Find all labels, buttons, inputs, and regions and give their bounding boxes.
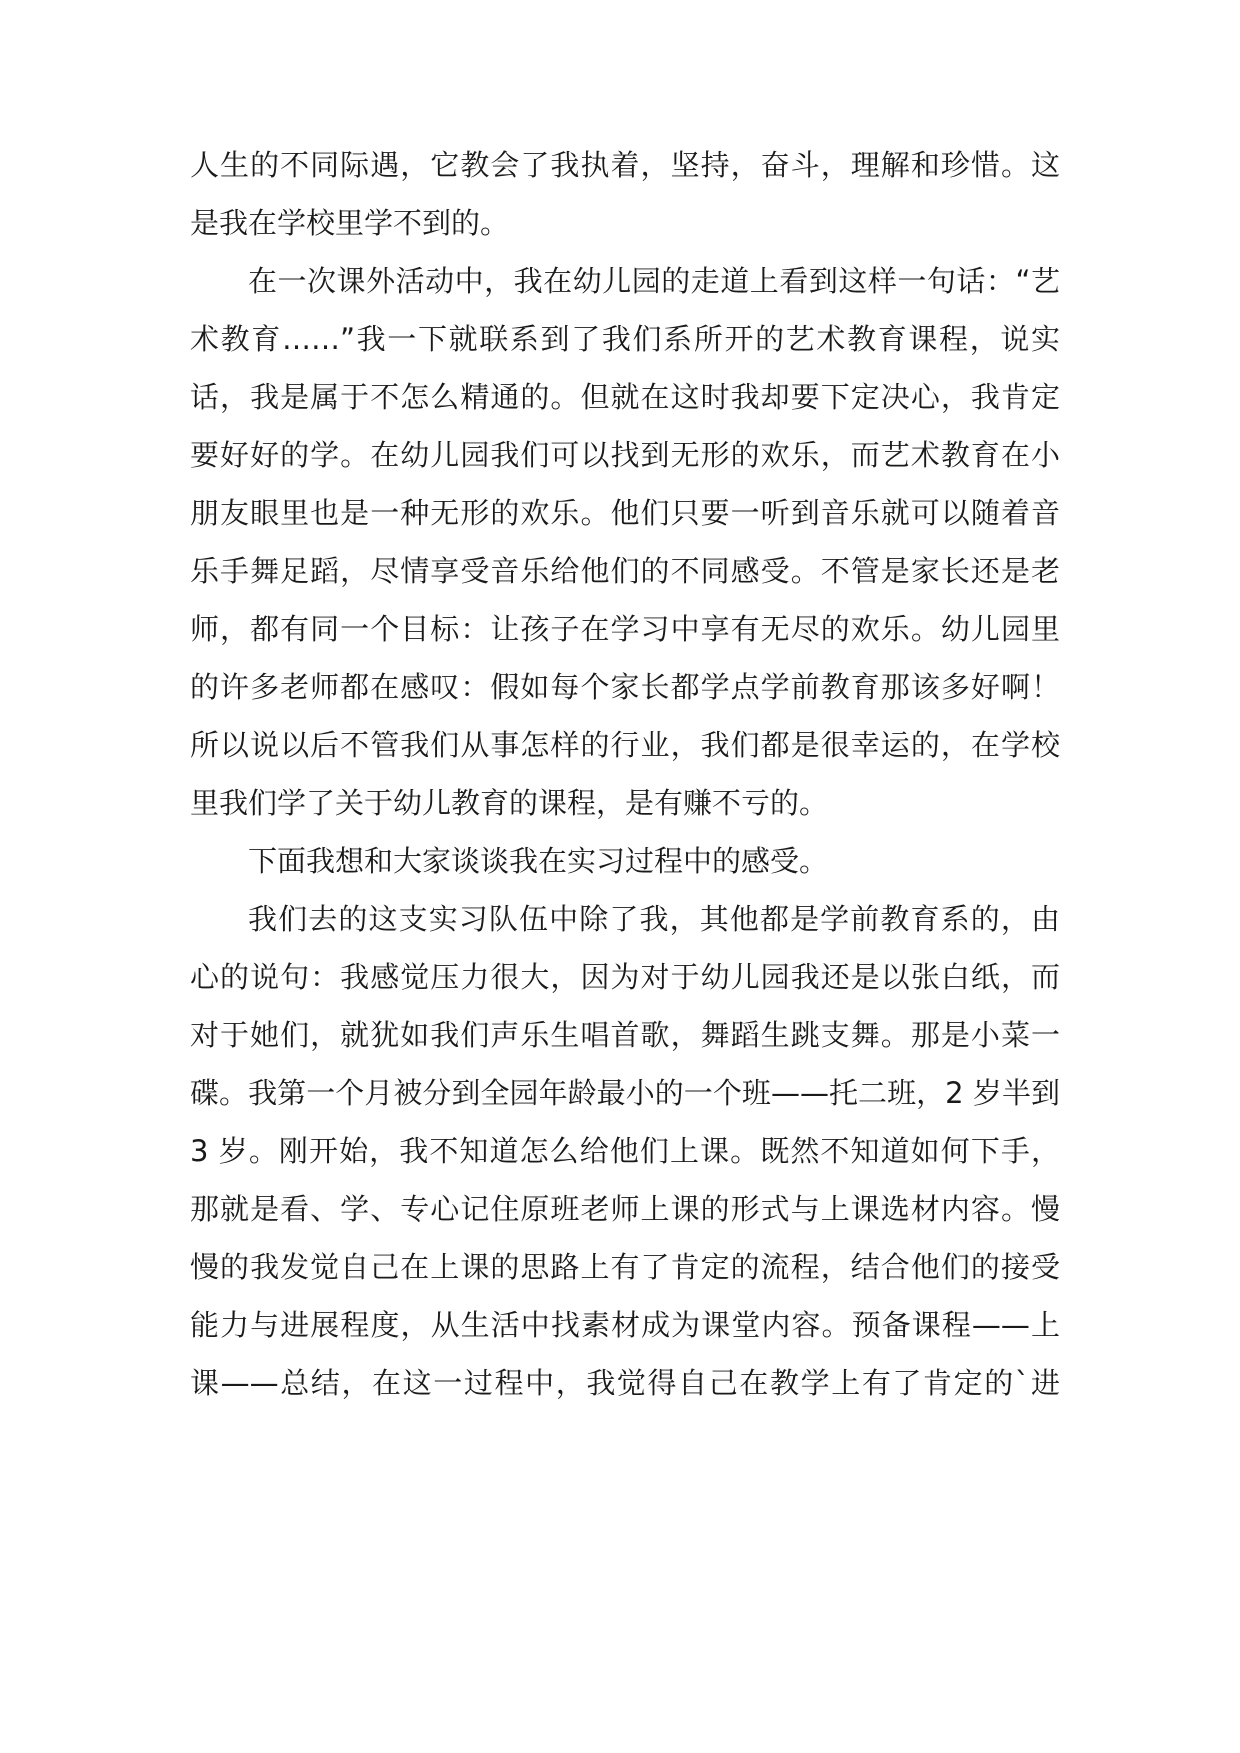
text-line: 人生的不同际遇，它教会了我执着，坚持，奋斗，理解和珍惜。这 — [190, 148, 1060, 182]
text-line: 那就是看、学、专心记住原班老师上课的形式与上课选材内容。慢 — [190, 1192, 1060, 1226]
text-line: 是我在学校里学不到的。 — [190, 206, 510, 240]
text-line: 课——总结，在这一过程中，我觉得自己在教学上有了肯定的`进 — [190, 1366, 1060, 1400]
text-line: 里我们学了关于幼儿教育的课程，是有赚不亏的。 — [190, 786, 829, 820]
text-line: 要好好的学。在幼儿园我们可以找到无形的欢乐，而艺术教育在小 — [190, 438, 1060, 472]
paragraph-first-line: 下面我想和大家谈谈我在实习过程中的感受。 — [248, 844, 829, 878]
paragraph-first-line: 我们去的这支实习队伍中除了我，其他都是学前教育系的，由 — [248, 902, 1060, 936]
text-line: 术教育……”我一下就联系到了我们系所开的艺术教育课程，说实 — [190, 322, 1060, 356]
paragraph-first-line: 在一次课外活动中，我在幼儿园的走道上看到这样一句话：“艺 — [248, 264, 1060, 298]
text-line: 能力与进展程度，从生活中找素材成为课堂内容。预备课程——上 — [190, 1308, 1060, 1342]
text-line: 的许多老师都在感叹：假如每个家长都学点学前教育那该多好啊！ — [190, 670, 1060, 704]
text-line: 碟。我第一个月被分到全园年龄最小的一个班——托二班，2 岁半到 — [190, 1076, 1060, 1110]
text-line: 心的说句：我感觉压力很大，因为对于幼儿园我还是以张白纸，而 — [190, 960, 1060, 994]
text-line: 慢的我发觉自己在上课的思路上有了肯定的流程，结合他们的接受 — [190, 1250, 1060, 1284]
text-line: 3 岁。刚开始，我不知道怎么给他们上课。既然不知道如何下手， — [190, 1134, 1060, 1168]
text-line: 对于她们，就犹如我们声乐生唱首歌，舞蹈生跳支舞。那是小菜一 — [190, 1018, 1060, 1052]
text-line: 话，我是属于不怎么精通的。但就在这时我却要下定决心，我肯定 — [190, 380, 1060, 414]
text-line: 乐手舞足蹈，尽情享受音乐给他们的不同感受。不管是家长还是老 — [190, 554, 1060, 588]
text-line: 朋友眼里也是一种无形的欢乐。他们只要一听到音乐就可以随着音 — [190, 496, 1060, 530]
text-line: 师，都有同一个目标：让孩子在学习中享有无尽的欢乐。幼儿园里 — [190, 612, 1060, 646]
text-line: 所以说以后不管我们从事怎样的行业，我们都是很幸运的，在学校 — [190, 728, 1060, 762]
